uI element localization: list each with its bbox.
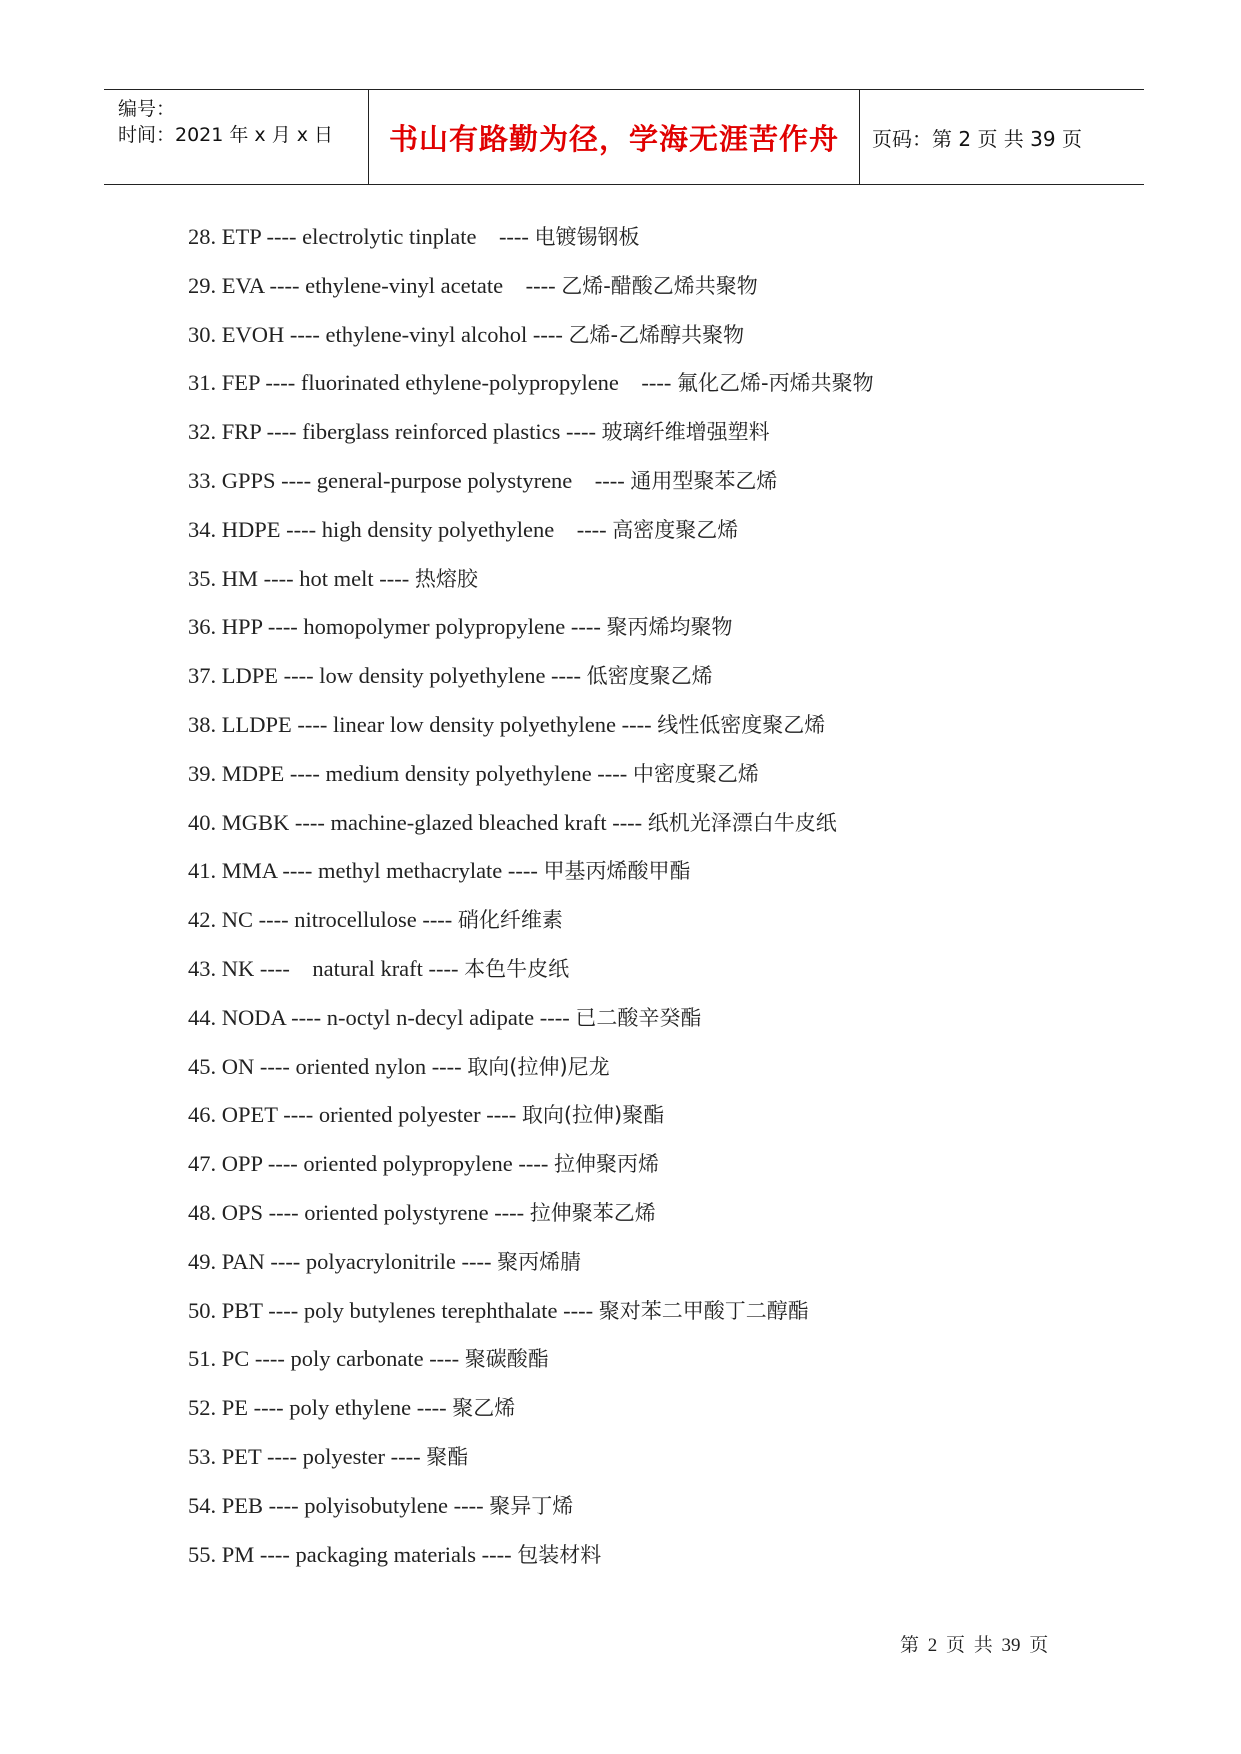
entry-number: 44.: [188, 1004, 217, 1030]
list-item: [188, 994, 1128, 1043]
entry-chinese: 热熔胶: [414, 566, 478, 591]
list-item: [188, 408, 1128, 457]
entry-abbreviation: PE: [221, 1395, 249, 1421]
entry-chinese: 通用型聚苯乙烯: [630, 468, 778, 493]
list-item: [188, 1140, 1128, 1189]
header-page-label: 页码：第 2 页 共 39 页: [872, 126, 1082, 151]
entry-abbreviation: NC: [221, 907, 254, 933]
abbreviation-list: [188, 213, 1128, 1579]
entry-number: 50.: [188, 1297, 217, 1323]
entry-chinese: 聚碳酸酯: [464, 1347, 549, 1372]
entry-chinese: 甲基丙烯酸甲酯: [543, 859, 691, 884]
time-label: 时间：2021 年 x 月 x 日: [118, 124, 334, 146]
entry-number: 54.: [188, 1492, 217, 1518]
entry-chinese: 中密度聚乙烯: [632, 761, 759, 786]
entry-number: 33.: [188, 467, 217, 493]
entry-abbreviation: MMA: [221, 858, 277, 884]
entry-abbreviation: HDPE: [221, 516, 281, 542]
entry-number: 43.: [188, 955, 217, 981]
list-item: [188, 506, 1128, 555]
entry-number: 49.: [188, 1248, 217, 1274]
list-item: [188, 1189, 1128, 1238]
entry-english: ---- oriented polypropylene ----: [267, 1151, 549, 1177]
entry-english: ---- fiberglass reinforced plastics ----: [266, 419, 597, 445]
entry-english: ---- oriented nylon ----: [259, 1053, 462, 1079]
entry-english: ---- poly carbonate ----: [254, 1346, 460, 1372]
entry-abbreviation: EVOH: [221, 321, 285, 347]
list-item: [188, 359, 1128, 408]
entry-number: 34.: [188, 516, 217, 542]
list-item: [188, 945, 1128, 994]
entry-chinese: 聚乙烯: [452, 1396, 516, 1421]
entry-abbreviation: HPP: [221, 614, 263, 640]
list-item: [188, 457, 1128, 506]
entry-chinese: 乙烯-乙烯醇共聚物: [568, 322, 745, 347]
entry-number: 28.: [188, 224, 217, 249]
list-item: [188, 213, 1128, 262]
entry-abbreviation: OPP: [221, 1151, 263, 1177]
entry-number: 39.: [188, 760, 217, 786]
entry-english: ---- oriented polyester ----: [283, 1102, 517, 1128]
list-item: [188, 555, 1128, 604]
entry-abbreviation: FEP: [221, 370, 260, 396]
entry-chinese: 取向(拉伸)尼龙: [467, 1054, 610, 1079]
entry-chinese: 电镀锡钢板: [534, 225, 640, 249]
entry-number: 30.: [188, 321, 217, 347]
entry-chinese: 线性低密度聚乙烯: [657, 712, 826, 737]
entry-english: ---- poly butylenes terephthalate ----: [268, 1297, 594, 1323]
document-header: [104, 89, 1144, 185]
entry-abbreviation: FRP: [221, 419, 261, 445]
entry-chinese: 包装材料: [517, 1542, 602, 1567]
entry-english: ---- polyisobutylene ----: [268, 1492, 484, 1518]
entry-english: ---- nitrocellulose ----: [258, 907, 453, 933]
entry-english: ---- homopolymer polypropylene ----: [267, 614, 601, 640]
list-item: [188, 896, 1128, 945]
entry-english: ---- high density polyethylene ----: [286, 516, 607, 542]
entry-chinese: 聚对苯二甲酸丁二醇酯: [598, 1298, 809, 1323]
entry-chinese: 纸机光泽漂白牛皮纸: [647, 810, 837, 835]
entry-english: ---- methyl methacrylate ----: [282, 858, 538, 884]
entry-chinese: 聚丙烯腈: [497, 1249, 582, 1274]
entry-chinese: 氟化乙烯-丙烯共聚物: [677, 371, 874, 396]
entry-english: ---- hot melt ----: [263, 565, 410, 591]
entry-english: ---- ethylene-vinyl acetate ----: [269, 272, 556, 298]
header-motto: 书山有路勤为径，学海无涯苦作舟: [369, 90, 860, 184]
entry-chinese: 拉伸聚丙烯: [553, 1152, 659, 1177]
entry-number: 38.: [188, 711, 217, 737]
entry-number: 42.: [188, 907, 217, 933]
entry-number: 29.: [188, 272, 217, 298]
entry-chinese: 乙烯-醋酸乙烯共聚物: [561, 273, 758, 298]
entry-english: ---- n-octyl n-decyl adipate ----: [291, 1004, 570, 1030]
number-label: 编号：: [118, 98, 176, 120]
list-item: [188, 701, 1128, 750]
entry-english: ---- ethylene-vinyl alcohol ----: [289, 321, 563, 347]
entry-chinese: 已二酸辛癸酯: [575, 1005, 702, 1030]
list-item: [188, 311, 1128, 360]
entry-number: 40.: [188, 809, 217, 835]
list-item: [188, 1482, 1128, 1531]
entry-abbreviation: LDPE: [221, 663, 278, 689]
entry-english: ---- packaging materials ----: [259, 1541, 512, 1567]
list-item: [188, 652, 1128, 701]
entry-abbreviation: HM: [221, 565, 259, 591]
entry-abbreviation: GPPS: [221, 467, 276, 493]
list-item: [188, 1043, 1128, 1092]
entry-abbreviation: MDPE: [221, 760, 285, 786]
header-meta-cell: [104, 90, 369, 184]
entry-abbreviation: ON: [221, 1053, 255, 1079]
entry-number: 53.: [188, 1443, 217, 1469]
entry-number: 31.: [188, 370, 217, 396]
list-item: [188, 1238, 1128, 1287]
entry-abbreviation: PEB: [221, 1492, 264, 1518]
entry-english: ---- fluorinated ethylene-polypropylene ----: [265, 370, 672, 396]
list-item: [188, 1433, 1128, 1482]
entry-number: 32.: [188, 419, 217, 445]
entry-abbreviation: PC: [221, 1346, 250, 1372]
entry-chinese: 硝化纤维素: [457, 908, 563, 933]
entry-abbreviation: NODA: [221, 1004, 286, 1030]
entry-number: 48.: [188, 1199, 217, 1225]
list-item: [188, 603, 1128, 652]
entry-number: 55.: [188, 1541, 217, 1567]
entry-number: 51.: [188, 1346, 217, 1372]
entry-abbreviation: ETP: [221, 224, 261, 249]
entry-abbreviation: NK: [221, 955, 255, 981]
entry-number: 46.: [188, 1102, 217, 1128]
entry-abbreviation: PET: [221, 1443, 262, 1469]
entry-abbreviation: PM: [221, 1541, 255, 1567]
entry-chinese: 聚酯: [426, 1444, 469, 1469]
entry-abbreviation: MGBK: [221, 809, 290, 835]
entry-english: ---- medium density polyethylene ----: [289, 760, 628, 786]
entry-number: 41.: [188, 858, 217, 884]
entry-abbreviation: EVA: [221, 272, 264, 298]
list-item: [188, 1384, 1128, 1433]
list-item: [188, 1335, 1128, 1384]
list-item: [188, 262, 1128, 311]
entry-abbreviation: PAN: [221, 1248, 265, 1274]
entry-chinese: 聚丙烯均聚物: [606, 615, 733, 640]
entry-number: 52.: [188, 1395, 217, 1421]
entry-chinese: 低密度聚乙烯: [586, 664, 713, 689]
entry-chinese: 拉伸聚苯乙烯: [529, 1200, 656, 1225]
entry-abbreviation: PBT: [221, 1297, 263, 1323]
entry-number: 45.: [188, 1053, 217, 1079]
entry-english: ---- polyester ----: [266, 1443, 421, 1469]
entry-chinese: 取向(拉伸)聚酯: [521, 1103, 665, 1128]
entry-english: ---- machine-glazed bleached kraft ----: [294, 809, 643, 835]
entry-number: 37.: [188, 663, 217, 689]
entry-number: 47.: [188, 1151, 217, 1177]
entry-english: ---- natural kraft ----: [259, 955, 459, 981]
entry-english: ---- low density polyethylene ----: [283, 663, 582, 689]
list-item: [188, 1091, 1128, 1140]
entry-english: ---- linear low density polyethylene ----: [297, 711, 652, 737]
list-item: [188, 799, 1128, 848]
entry-english: ---- oriented polystyrene ----: [268, 1199, 525, 1225]
entry-abbreviation: OPET: [221, 1102, 278, 1128]
list-item: [188, 1287, 1128, 1336]
entry-chinese: 高密度聚乙烯: [612, 517, 739, 542]
list-item: [188, 750, 1128, 799]
entry-abbreviation: LLDPE: [221, 711, 292, 737]
list-item: [188, 847, 1128, 896]
footer-page-number: 第 2 页 共 39 页: [900, 1635, 1049, 1656]
entry-number: 36.: [188, 614, 217, 640]
entry-number: 35.: [188, 565, 217, 591]
entry-english: ---- polyacrylonitrile ----: [270, 1248, 492, 1274]
entry-chinese: 本色牛皮纸: [464, 956, 570, 981]
entry-abbreviation: OPS: [221, 1199, 264, 1225]
entry-english: ---- electrolytic tinplate ----: [266, 224, 529, 249]
entry-chinese: 聚异丁烯: [489, 1493, 574, 1518]
list-item: [188, 1531, 1128, 1580]
entry-english: ---- poly ethylene ----: [253, 1395, 447, 1421]
entry-chinese: 玻璃纤维增强塑料: [601, 420, 770, 445]
entry-english: ---- general-purpose polystyrene ----: [281, 467, 625, 493]
